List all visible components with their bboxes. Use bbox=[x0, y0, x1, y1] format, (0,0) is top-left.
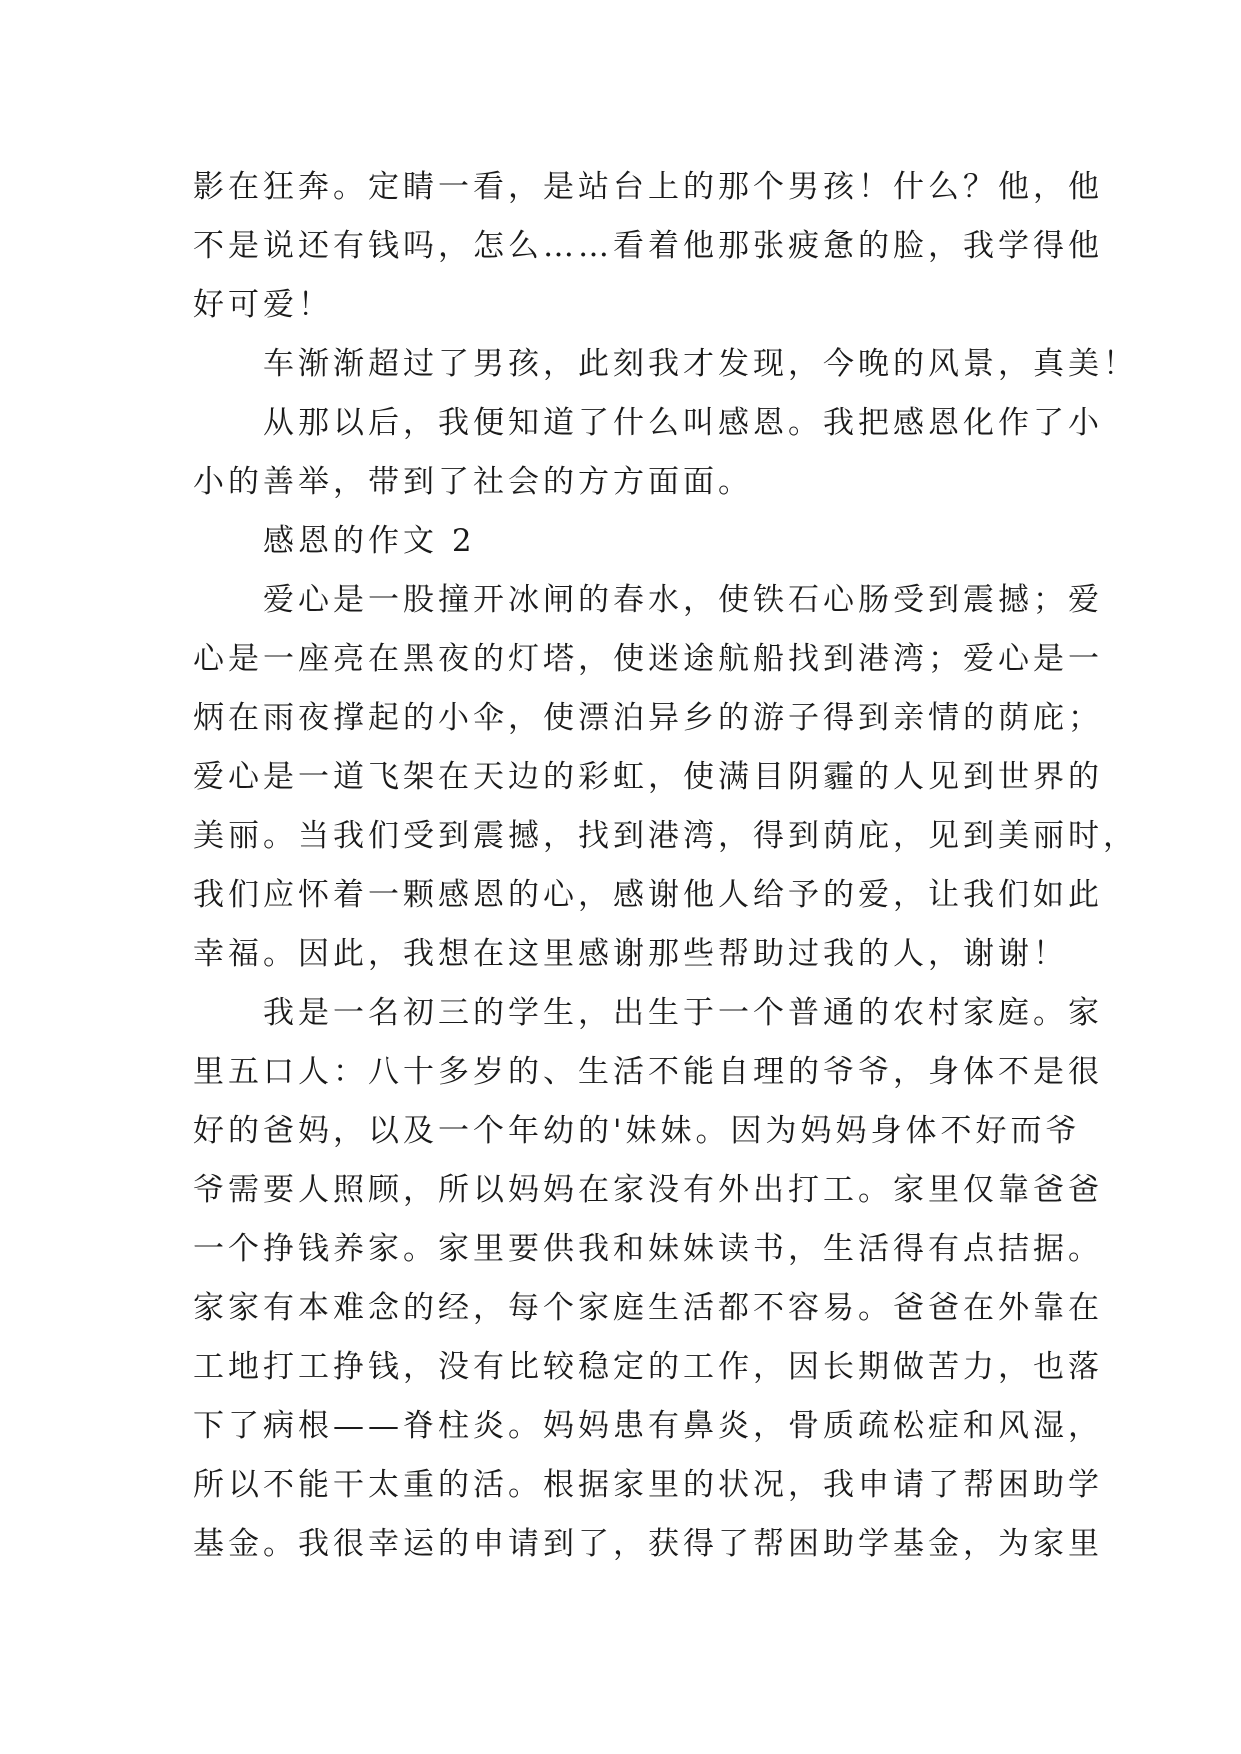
text-line: 美丽。当我们受到震撼，找到港湾，得到荫庇，见到美丽时， bbox=[193, 818, 1138, 854]
section-heading: 感恩的作文 2 bbox=[193, 523, 476, 559]
text-line: 不是说还有钱吗，怎么……看着他那张疲惫的脸，我学得他 bbox=[193, 228, 1103, 264]
text-line: 小的善举，带到了社会的方方面面。 bbox=[193, 464, 753, 500]
text-line: 工地打工挣钱，没有比较稳定的工作，因长期做苦力，也落 bbox=[193, 1349, 1103, 1385]
text-line: 家家有本难念的经，每个家庭生活都不容易。爸爸在外靠在 bbox=[193, 1290, 1103, 1326]
essay-body bbox=[193, 158, 1138, 1574]
text-line: 爱心是一股撞开冰闸的春水，使铁石心肠受到震撼；爱 bbox=[193, 582, 1103, 618]
text-line: 爷需要人照顾，所以妈妈在家没有外出打工。家里仅靠爸爸 bbox=[193, 1172, 1103, 1208]
text-line: 从那以后，我便知道了什么叫感恩。我把感恩化作了小 bbox=[193, 405, 1103, 441]
text-line: 我们应怀着一颗感恩的心，感谢他人给予的爱，让我们如此 bbox=[193, 877, 1103, 913]
text-line: 基金。我很幸运的申请到了，获得了帮困助学基金，为家里 bbox=[193, 1526, 1103, 1562]
text-line: 炳在雨夜撑起的小伞，使漂泊异乡的游子得到亲情的荫庇； bbox=[193, 700, 1103, 736]
text-line: 心是一座亮在黑夜的灯塔，使迷途航船找到港湾；爱心是一 bbox=[193, 641, 1103, 677]
text-line: 好的爸妈，以及一个年幼的'妹妹。因为妈妈身体不好而爷 bbox=[193, 1113, 1081, 1149]
text-line: 所以不能干太重的活。根据家里的状况，我申请了帮困助学 bbox=[193, 1467, 1103, 1503]
text-line: 下了病根——脊柱炎。妈妈患有鼻炎，骨质疏松症和风湿， bbox=[193, 1408, 1103, 1444]
text-line: 一个挣钱养家。家里要供我和妹妹读书，生活得有点拮据。 bbox=[193, 1231, 1103, 1267]
text-line: 爱心是一道飞架在天边的彩虹，使满目阴霾的人见到世界的 bbox=[193, 759, 1103, 795]
text-line: 影在狂奔。定睛一看，是站台上的那个男孩！什么？他，他 bbox=[193, 169, 1103, 205]
text-line: 幸福。因此，我想在这里感谢那些帮助过我的人，谢谢！ bbox=[193, 936, 1068, 972]
text-line: 里五口人：八十多岁的、生活不能自理的爷爷，身体不是很 bbox=[193, 1054, 1103, 1090]
text-line: 好可爱！ bbox=[193, 287, 333, 323]
text-line: 我是一名初三的学生，出生于一个普通的农村家庭。家 bbox=[193, 995, 1103, 1031]
text-line: 车渐渐超过了男孩，此刻我才发现，今晚的风景，真美！ bbox=[193, 346, 1138, 382]
